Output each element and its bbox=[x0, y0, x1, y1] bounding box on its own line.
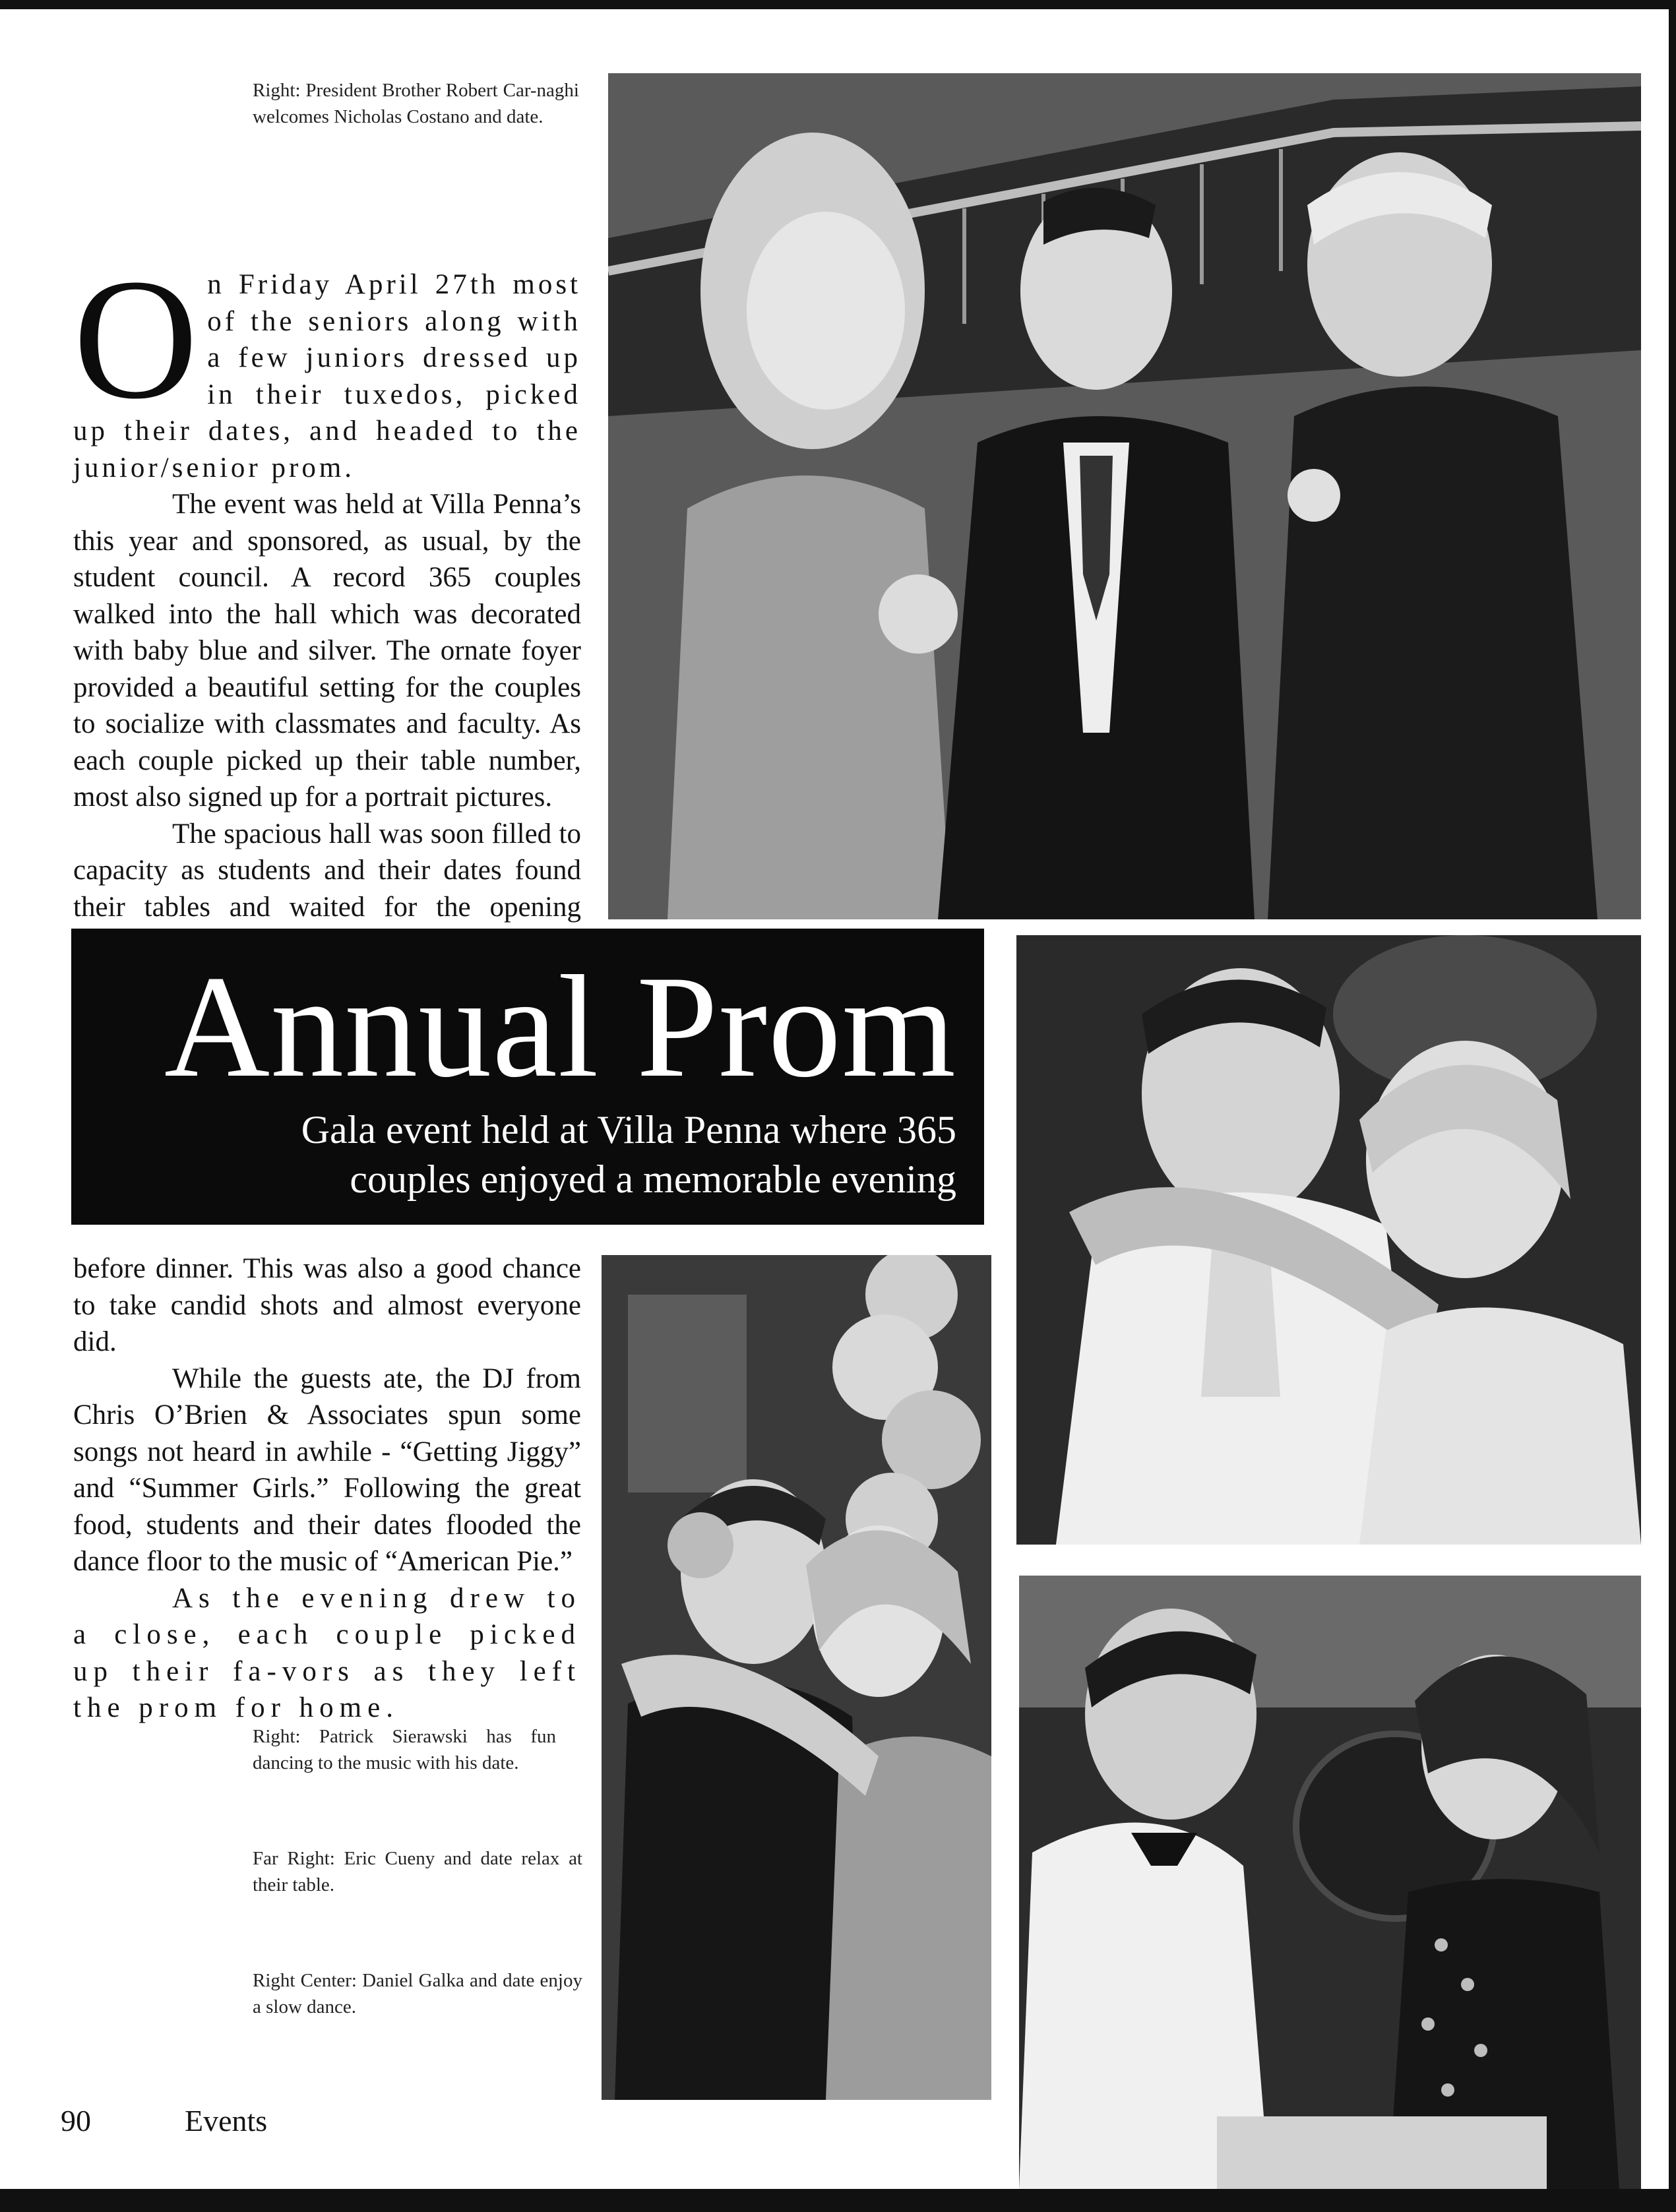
headline-subtitle: Gala event held at Villa Penna where 365 couples enjoyed a memorable evening bbox=[301, 1108, 956, 1201]
caption-daniel-galka: Right Center: Daniel Galka and date enjoy a slow dance. bbox=[253, 1970, 582, 2017]
photo-daniel-galka bbox=[1019, 1576, 1641, 2189]
article-paragraph-5: While the guests ate, the DJ from Chris O’Brien & Associates spun some songs not heard in awhile - “Getting Jiggy” and “Summer Girls.” Following the great food, students and their dates flooded the dance floor to the music of “American Pie.” bbox=[73, 1363, 581, 1577]
headline-title: Annual Prom bbox=[164, 946, 956, 1108]
article-column-top bbox=[73, 243, 581, 962]
photo-president-welcome-art bbox=[608, 73, 1641, 919]
article-paragraph-1-text: n Friday April 27th most of the seniors along with a few juniors dressed up in their tuxedos, picked up their dates, and headed to the junior/senior prom. bbox=[73, 269, 581, 483]
photo-daniel-galka-art bbox=[1019, 1576, 1641, 2189]
photo-eric-cueny bbox=[1016, 935, 1641, 1545]
caption-top-photo: Right: President Brother Robert Car-naghi welcomes Nicholas Costano and date. bbox=[253, 80, 579, 127]
caption-eric-cueny: Far Right: Eric Cueny and date relax at their table. bbox=[253, 1848, 582, 1895]
article-paragraph-1 bbox=[73, 243, 581, 486]
yearbook-page bbox=[0, 9, 1669, 2189]
article-paragraph-4: before dinner. This was also a good chance to take candid shots and almost everyone did. bbox=[73, 1253, 581, 1357]
article-column-bottom bbox=[73, 1250, 581, 1727]
section-label: Events bbox=[185, 2104, 268, 2137]
caption-patrick-sierawski: Right: Patrick Sierawski has fun dancing to the music with his date. bbox=[253, 1726, 556, 1773]
article-paragraph-3: The spacious hall was soon filled to capacity as students and their dates found their tables and waited for the opening bbox=[73, 818, 581, 923]
headline-banner bbox=[71, 929, 984, 1225]
photo-patrick-sierawski bbox=[602, 1255, 991, 2100]
page-number: 90 bbox=[61, 2104, 91, 2137]
photo-president-welcome bbox=[608, 73, 1641, 919]
drop-cap: O bbox=[73, 243, 199, 435]
article-paragraph-6: As the evening drew to a close, each couple picked up their fa-vors as they left the prom for home. bbox=[73, 1582, 581, 1723]
article-paragraph-2: The event was held at Villa Penna’s this year and sponsored, as usual, by the student council. A record 365 couples walked into the hall which was decorated with baby blue and silver. The ornate foyer provided a beautiful setting for the couples to socialize with classmates and faculty. As each couple picked up their table number, most also signed up for a portrait pictures. bbox=[73, 489, 581, 813]
photo-eric-cueny-art bbox=[1016, 935, 1641, 1545]
photo-patrick-sierawski-art bbox=[602, 1255, 991, 2100]
